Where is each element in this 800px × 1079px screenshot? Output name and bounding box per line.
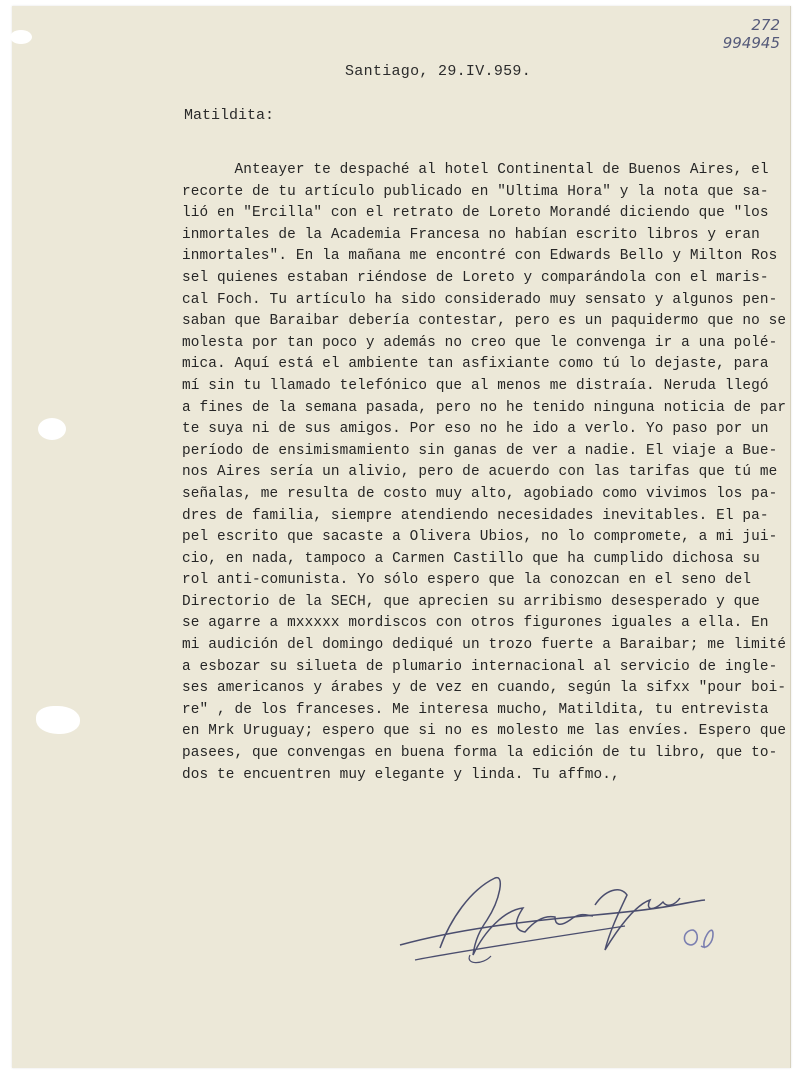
letter-line: ses americanos y árabes y de vez en cuando, según la sifxx "pour boi- xyxy=(182,680,787,697)
letter-line: mica. Aquí está el ambiente tan asfixiante como tú lo dejaste, para xyxy=(182,356,769,373)
letter-line: sel quienes estaban riéndose de Loreto y comparándola con el maris- xyxy=(182,269,769,286)
letter-line: inmortales de la Academia Francesa no habían escrito libros y eran xyxy=(182,226,760,243)
letter-line: señalas, me resulta de costo muy alto, agobiado como vivimos los pa- xyxy=(182,485,778,502)
punch-hole-bottom xyxy=(36,706,80,734)
handwritten-signature xyxy=(395,860,715,980)
letter-line: Anteayer te despaché al hotel Continental de Buenos Aires, el xyxy=(182,162,769,178)
letter-line: en Mrk Uruguay; espero que si no es molesto me las envíes. Espero que xyxy=(182,723,787,740)
letter-line: recorte de tu artículo publicado en "Ultima Hora" y la nota que sa- xyxy=(182,183,769,200)
archive-number-line-1: 272 xyxy=(751,16,780,34)
archive-number-line-2: 994945 xyxy=(722,34,780,52)
letter-line: pasees, que convengas en buena forma la edición de tu libro, que to- xyxy=(182,745,778,762)
letter-line: lió en "Ercilla" con el retrato de Loreto Morandé diciendo que "los xyxy=(182,205,769,222)
letter-body xyxy=(182,160,787,786)
letter-line: período de ensimismamiento sin ganas de ver a nadie. El viaje a Bue- xyxy=(182,442,778,459)
letter-line: rol anti-comunista. Yo sólo espero que la conozcan en el seno del xyxy=(182,572,752,589)
letter-line: pel escrito que sacaste a Olivera Ubios, no lo compromete, a mi jui- xyxy=(182,529,778,546)
punch-hole-top xyxy=(10,30,32,44)
letter-salutation: Matildita: xyxy=(184,107,275,124)
letter-line: molesta por tan poco y además no creo que le convenga ir a una polé- xyxy=(182,334,778,351)
letter-line: inmortales". En la mañana me encontré con Edwards Bello y Milton Ros xyxy=(182,248,778,265)
letter-line: mí sin tu llamado telefónico que al menos me distraía. Neruda llegó xyxy=(182,377,769,394)
letter-line: nos Aires sería un alivio, pero de acuerdo con las tarifas que tú me xyxy=(182,464,778,481)
letter-line: Directorio de la SECH, que aprecien su arribismo desesperado y que xyxy=(182,593,760,610)
letter-line: cal Foch. Tu artículo ha sido considerado muy sensato y algunos pen- xyxy=(182,291,778,308)
letter-line: a esbozar su silueta de plumario internacional al servicio de ingle- xyxy=(182,658,778,675)
letter-line: dos te encuentren muy elegante y linda. Tu affmo., xyxy=(182,766,620,783)
letter-line: a fines de la semana pasada, pero no he tenido ninguna noticia de par xyxy=(182,399,787,416)
archive-number xyxy=(723,16,780,52)
letter-line: saban que Baraibar debería contestar, pero es un paquidermo que no se xyxy=(182,313,787,330)
letter-line: re" , de los franceses. Me interesa mucho, Matildita, tu entrevista xyxy=(182,701,769,718)
letter-date: Santiago, 29.IV.959. xyxy=(345,63,532,80)
letter-line: cio, en nada, tampoco a Carmen Castillo que ha cumplido dichosa su xyxy=(182,550,760,567)
letter-line: mi audición del domingo dediqué un trozo fuerte a Baraibar; me limité xyxy=(182,637,787,654)
punch-hole-middle xyxy=(38,418,66,440)
letter-line: se agarre a mxxxxx mordiscos con otros figurones iguales a ella. En xyxy=(182,615,769,632)
letter-line: dres de familia, siempre atendiendo necesidades inevitables. El pa- xyxy=(182,507,769,524)
letter-line: te suya ni de sus amigos. Por eso no he ido a verlo. Yo paso por un xyxy=(182,421,769,438)
